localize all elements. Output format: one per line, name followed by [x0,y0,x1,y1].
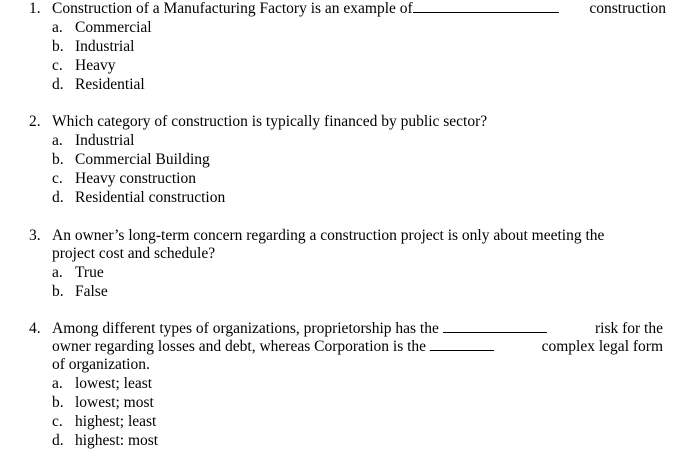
question-text-after-blank-1: risk for the [594,320,663,337]
question-3-stem [29,227,660,245]
question-text-after-blank-2: complex legal form [541,338,663,355]
option-c[interactable]: c. highest; least [52,413,157,430]
question-text-continued: project cost and schedule? [52,245,216,262]
question-4-stem-line-2 [29,338,663,356]
option-d[interactable]: d. highest: most [52,432,159,449]
option-d[interactable]: d. Residential [52,76,145,93]
options-list [52,263,660,301]
question-1-stem [29,0,666,18]
question-text: Among different types of organizations, proprietorship has the [52,320,547,337]
question-1 [29,0,666,94]
option-a[interactable]: a. True [52,264,104,281]
option-b[interactable]: b. lowest; most [52,394,154,411]
answer-blank-1 [443,320,547,333]
option-c[interactable]: c. Heavy [52,57,116,74]
option-a[interactable]: a. Commercial [52,19,152,36]
option-a[interactable]: a. lowest; least [52,375,153,392]
answer-blank-2 [430,338,494,351]
option-b[interactable]: b. Commercial Building [52,151,210,168]
question-text: Construction of a Manufacturing Factory is an example of [52,0,559,17]
question-3 [29,227,660,301]
options-list [52,131,660,207]
question-number: 2. [29,113,41,130]
option-b[interactable]: b. Industrial [52,38,135,55]
question-text: Which category of construction is typically financed by public sector? [52,113,488,130]
question-text-continued: of organization. [52,356,150,373]
options-list [52,18,660,94]
option-c[interactable]: c. Heavy construction [52,170,196,187]
question-4-stem [29,320,663,338]
option-a[interactable]: a. Industrial [52,132,135,149]
answer-blank [413,0,559,13]
question-2 [29,113,660,207]
question-text: An owner’s long-term concern regarding a construction project is only about meeting the [52,227,605,244]
question-number: 1. [29,0,41,17]
option-b[interactable]: b. False [52,283,108,300]
question-number: 3. [29,227,41,244]
question-number: 4. [29,320,41,337]
question-text-continued: owner regarding losses and debt, whereas Corporation is the [52,338,494,355]
question-text-after-blank: construction [589,0,666,17]
question-4 [29,320,663,450]
options-list [52,374,660,450]
option-d[interactable]: d. Residential construction [52,189,226,206]
question-2-stem [29,113,660,131]
